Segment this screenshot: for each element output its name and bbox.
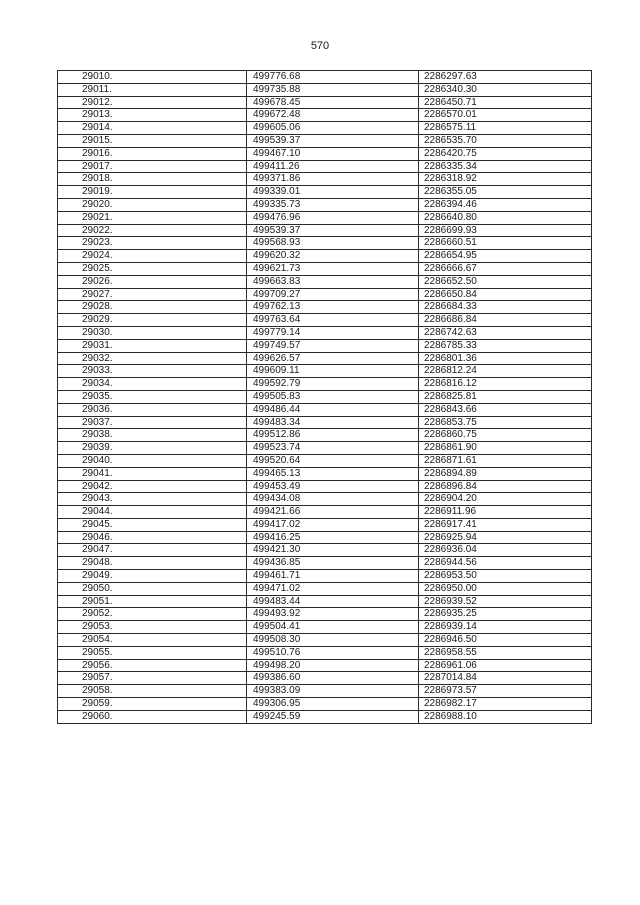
table-row (58, 621, 592, 634)
table-row (58, 326, 592, 339)
easting-cell: 499735.88 (247, 83, 419, 96)
point-number-cell: 29042. (58, 480, 247, 493)
northing-cell: 2286825.81 (419, 390, 592, 403)
easting-cell: 499609.11 (247, 365, 419, 378)
table-row (58, 454, 592, 467)
easting-cell: 499417.02 (247, 518, 419, 531)
table-row (58, 262, 592, 275)
point-number-cell: 29059. (58, 698, 247, 711)
table-row (58, 506, 592, 519)
point-number-cell: 29013. (58, 109, 247, 122)
northing-cell: 2286640.80 (419, 211, 592, 224)
northing-cell: 2286936.04 (419, 544, 592, 557)
table-row (58, 544, 592, 557)
page-number: 570 (310, 40, 330, 52)
northing-cell: 2286684.33 (419, 301, 592, 314)
point-number-cell: 29014. (58, 122, 247, 135)
easting-cell: 499512.86 (247, 429, 419, 442)
table-row (58, 339, 592, 352)
northing-cell: 2286894.89 (419, 467, 592, 480)
point-number-cell: 29031. (58, 339, 247, 352)
table-row (58, 595, 592, 608)
table-row (58, 518, 592, 531)
table-row (58, 147, 592, 160)
northing-cell: 2286742.63 (419, 326, 592, 339)
easting-cell: 499453.49 (247, 480, 419, 493)
northing-cell: 2286973.57 (419, 685, 592, 698)
easting-cell: 499465.13 (247, 467, 419, 480)
northing-cell: 2286944.56 (419, 557, 592, 570)
table-row (58, 109, 592, 122)
point-number-cell: 29030. (58, 326, 247, 339)
table-row (58, 211, 592, 224)
northing-cell: 2286896.84 (419, 480, 592, 493)
point-number-cell: 29038. (58, 429, 247, 442)
northing-cell: 2286660.51 (419, 237, 592, 250)
northing-cell: 2286666.67 (419, 262, 592, 275)
table-row (58, 237, 592, 250)
point-number-cell: 29021. (58, 211, 247, 224)
point-number-cell: 29050. (58, 582, 247, 595)
point-number-cell: 29025. (58, 262, 247, 275)
easting-cell: 499749.57 (247, 339, 419, 352)
easting-cell: 499471.02 (247, 582, 419, 595)
table-row (58, 365, 592, 378)
easting-cell: 499498.20 (247, 659, 419, 672)
coordinates-table-body (58, 71, 592, 724)
easting-cell: 499421.30 (247, 544, 419, 557)
table-row (58, 288, 592, 301)
northing-cell: 2286860.75 (419, 429, 592, 442)
easting-cell: 499371.86 (247, 173, 419, 186)
northing-cell: 2286946.50 (419, 634, 592, 647)
easting-cell: 499592.79 (247, 378, 419, 391)
point-number-cell: 29017. (58, 160, 247, 173)
table-row (58, 71, 592, 84)
point-number-cell: 29048. (58, 557, 247, 570)
point-number-cell: 29039. (58, 442, 247, 455)
point-number-cell: 29037. (58, 416, 247, 429)
easting-cell: 499520.64 (247, 454, 419, 467)
northing-cell: 2286843.66 (419, 403, 592, 416)
easting-cell: 499626.57 (247, 352, 419, 365)
table-row (58, 646, 592, 659)
northing-cell: 2286652.50 (419, 275, 592, 288)
point-number-cell: 29035. (58, 390, 247, 403)
point-number-cell: 29046. (58, 531, 247, 544)
easting-cell: 499523.74 (247, 442, 419, 455)
point-number-cell: 29010. (58, 71, 247, 84)
point-number-cell: 29057. (58, 672, 247, 685)
table-row (58, 416, 592, 429)
table-row (58, 160, 592, 173)
table-row (58, 173, 592, 186)
northing-cell: 2286340.30 (419, 83, 592, 96)
easting-cell: 499386.60 (247, 672, 419, 685)
table-row (58, 557, 592, 570)
table-row (58, 493, 592, 506)
easting-cell: 499493.92 (247, 608, 419, 621)
table-row (58, 608, 592, 621)
table-row (58, 83, 592, 96)
easting-cell: 499335.73 (247, 198, 419, 211)
easting-cell: 499678.45 (247, 96, 419, 109)
northing-cell: 2286911.96 (419, 506, 592, 519)
easting-cell: 499709.27 (247, 288, 419, 301)
point-number-cell: 29041. (58, 467, 247, 480)
northing-cell: 2286535.70 (419, 134, 592, 147)
point-number-cell: 29045. (58, 518, 247, 531)
northing-cell: 2286861.90 (419, 442, 592, 455)
northing-cell: 2286816.12 (419, 378, 592, 391)
table-row (58, 186, 592, 199)
easting-cell: 499416.25 (247, 531, 419, 544)
point-number-cell: 29023. (58, 237, 247, 250)
easting-cell: 499539.37 (247, 134, 419, 147)
table-row (58, 467, 592, 480)
northing-cell: 2286318.92 (419, 173, 592, 186)
easting-cell: 499568.93 (247, 237, 419, 250)
point-number-cell: 29058. (58, 685, 247, 698)
northing-cell: 2286925.94 (419, 531, 592, 544)
easting-cell: 499383.09 (247, 685, 419, 698)
northing-cell: 2286871.61 (419, 454, 592, 467)
table-row (58, 96, 592, 109)
point-number-cell: 29054. (58, 634, 247, 647)
easting-cell: 499421.66 (247, 506, 419, 519)
point-number-cell: 29022. (58, 224, 247, 237)
easting-cell: 499620.32 (247, 250, 419, 263)
northing-cell: 2286950.00 (419, 582, 592, 595)
point-number-cell: 29056. (58, 659, 247, 672)
northing-cell: 2286961.06 (419, 659, 592, 672)
easting-cell: 499483.34 (247, 416, 419, 429)
easting-cell: 499483.44 (247, 595, 419, 608)
point-number-cell: 29043. (58, 493, 247, 506)
point-number-cell: 29026. (58, 275, 247, 288)
table-row (58, 685, 592, 698)
easting-cell: 499476.96 (247, 211, 419, 224)
northing-cell: 2286699.93 (419, 224, 592, 237)
point-number-cell: 29034. (58, 378, 247, 391)
table-row (58, 122, 592, 135)
table-row (58, 570, 592, 583)
northing-cell: 2286935.25 (419, 608, 592, 621)
table-row (58, 582, 592, 595)
table-row (58, 198, 592, 211)
table-row (58, 250, 592, 263)
table-row (58, 710, 592, 723)
point-number-cell: 29012. (58, 96, 247, 109)
easting-cell: 499779.14 (247, 326, 419, 339)
point-number-cell: 29027. (58, 288, 247, 301)
easting-cell: 499461.71 (247, 570, 419, 583)
table-row (58, 480, 592, 493)
point-number-cell: 29029. (58, 314, 247, 327)
point-number-cell: 29047. (58, 544, 247, 557)
point-number-cell: 29051. (58, 595, 247, 608)
point-number-cell: 29049. (58, 570, 247, 583)
table-row (58, 134, 592, 147)
easting-cell: 499776.68 (247, 71, 419, 84)
point-number-cell: 29024. (58, 250, 247, 263)
easting-cell: 499411.26 (247, 160, 419, 173)
point-number-cell: 29016. (58, 147, 247, 160)
easting-cell: 499436.85 (247, 557, 419, 570)
table-row (58, 634, 592, 647)
northing-cell: 2286939.52 (419, 595, 592, 608)
point-number-cell: 29032. (58, 352, 247, 365)
easting-cell: 499467.10 (247, 147, 419, 160)
table-row (58, 378, 592, 391)
table-row (58, 442, 592, 455)
northing-cell: 2286335.34 (419, 160, 592, 173)
northing-cell: 2286988.10 (419, 710, 592, 723)
northing-cell: 2286939.14 (419, 621, 592, 634)
northing-cell: 2286355.05 (419, 186, 592, 199)
point-number-cell: 29033. (58, 365, 247, 378)
table-row (58, 275, 592, 288)
easting-cell: 499762.13 (247, 301, 419, 314)
northing-cell: 2286958.55 (419, 646, 592, 659)
table-row (58, 403, 592, 416)
northing-cell: 2286812.24 (419, 365, 592, 378)
point-number-cell: 29011. (58, 83, 247, 96)
table-row (58, 672, 592, 685)
easting-cell: 499605.06 (247, 122, 419, 135)
point-number-cell: 29040. (58, 454, 247, 467)
table-row (58, 390, 592, 403)
easting-cell: 499245.59 (247, 710, 419, 723)
point-number-cell: 29036. (58, 403, 247, 416)
easting-cell: 499672.48 (247, 109, 419, 122)
point-number-cell: 29055. (58, 646, 247, 659)
coordinates-table (57, 70, 592, 724)
point-number-cell: 29018. (58, 173, 247, 186)
table-row (58, 659, 592, 672)
easting-cell: 499339.01 (247, 186, 419, 199)
table-row (58, 301, 592, 314)
northing-cell: 2286297.63 (419, 71, 592, 84)
northing-cell: 2286394.46 (419, 198, 592, 211)
point-number-cell: 29028. (58, 301, 247, 314)
table-row (58, 698, 592, 711)
point-number-cell: 29020. (58, 198, 247, 211)
table-row (58, 224, 592, 237)
northing-cell: 2286982.17 (419, 698, 592, 711)
northing-cell: 2286575.11 (419, 122, 592, 135)
northing-cell: 2286853.75 (419, 416, 592, 429)
northing-cell: 2286570.01 (419, 109, 592, 122)
northing-cell: 2286904.20 (419, 493, 592, 506)
point-number-cell: 29019. (58, 186, 247, 199)
northing-cell: 2286785.33 (419, 339, 592, 352)
northing-cell: 2286953.50 (419, 570, 592, 583)
easting-cell: 499306.95 (247, 698, 419, 711)
northing-cell: 2286654.95 (419, 250, 592, 263)
point-number-cell: 29053. (58, 621, 247, 634)
easting-cell: 499504.41 (247, 621, 419, 634)
northing-cell: 2286917.41 (419, 518, 592, 531)
point-number-cell: 29052. (58, 608, 247, 621)
northing-cell: 2286450.71 (419, 96, 592, 109)
easting-cell: 499539.37 (247, 224, 419, 237)
easting-cell: 499621.73 (247, 262, 419, 275)
easting-cell: 499508.30 (247, 634, 419, 647)
table-row (58, 314, 592, 327)
point-number-cell: 29060. (58, 710, 247, 723)
easting-cell: 499486.44 (247, 403, 419, 416)
point-number-cell: 29044. (58, 506, 247, 519)
easting-cell: 499434.08 (247, 493, 419, 506)
northing-cell: 2286420.75 (419, 147, 592, 160)
easting-cell: 499663.83 (247, 275, 419, 288)
table-row (58, 429, 592, 442)
table-row (58, 352, 592, 365)
point-number-cell: 29015. (58, 134, 247, 147)
northing-cell: 2286801.36 (419, 352, 592, 365)
easting-cell: 499763.64 (247, 314, 419, 327)
table-row (58, 531, 592, 544)
easting-cell: 499510.76 (247, 646, 419, 659)
northing-cell: 2287014.84 (419, 672, 592, 685)
northing-cell: 2286650.84 (419, 288, 592, 301)
northing-cell: 2286686.84 (419, 314, 592, 327)
easting-cell: 499505.83 (247, 390, 419, 403)
